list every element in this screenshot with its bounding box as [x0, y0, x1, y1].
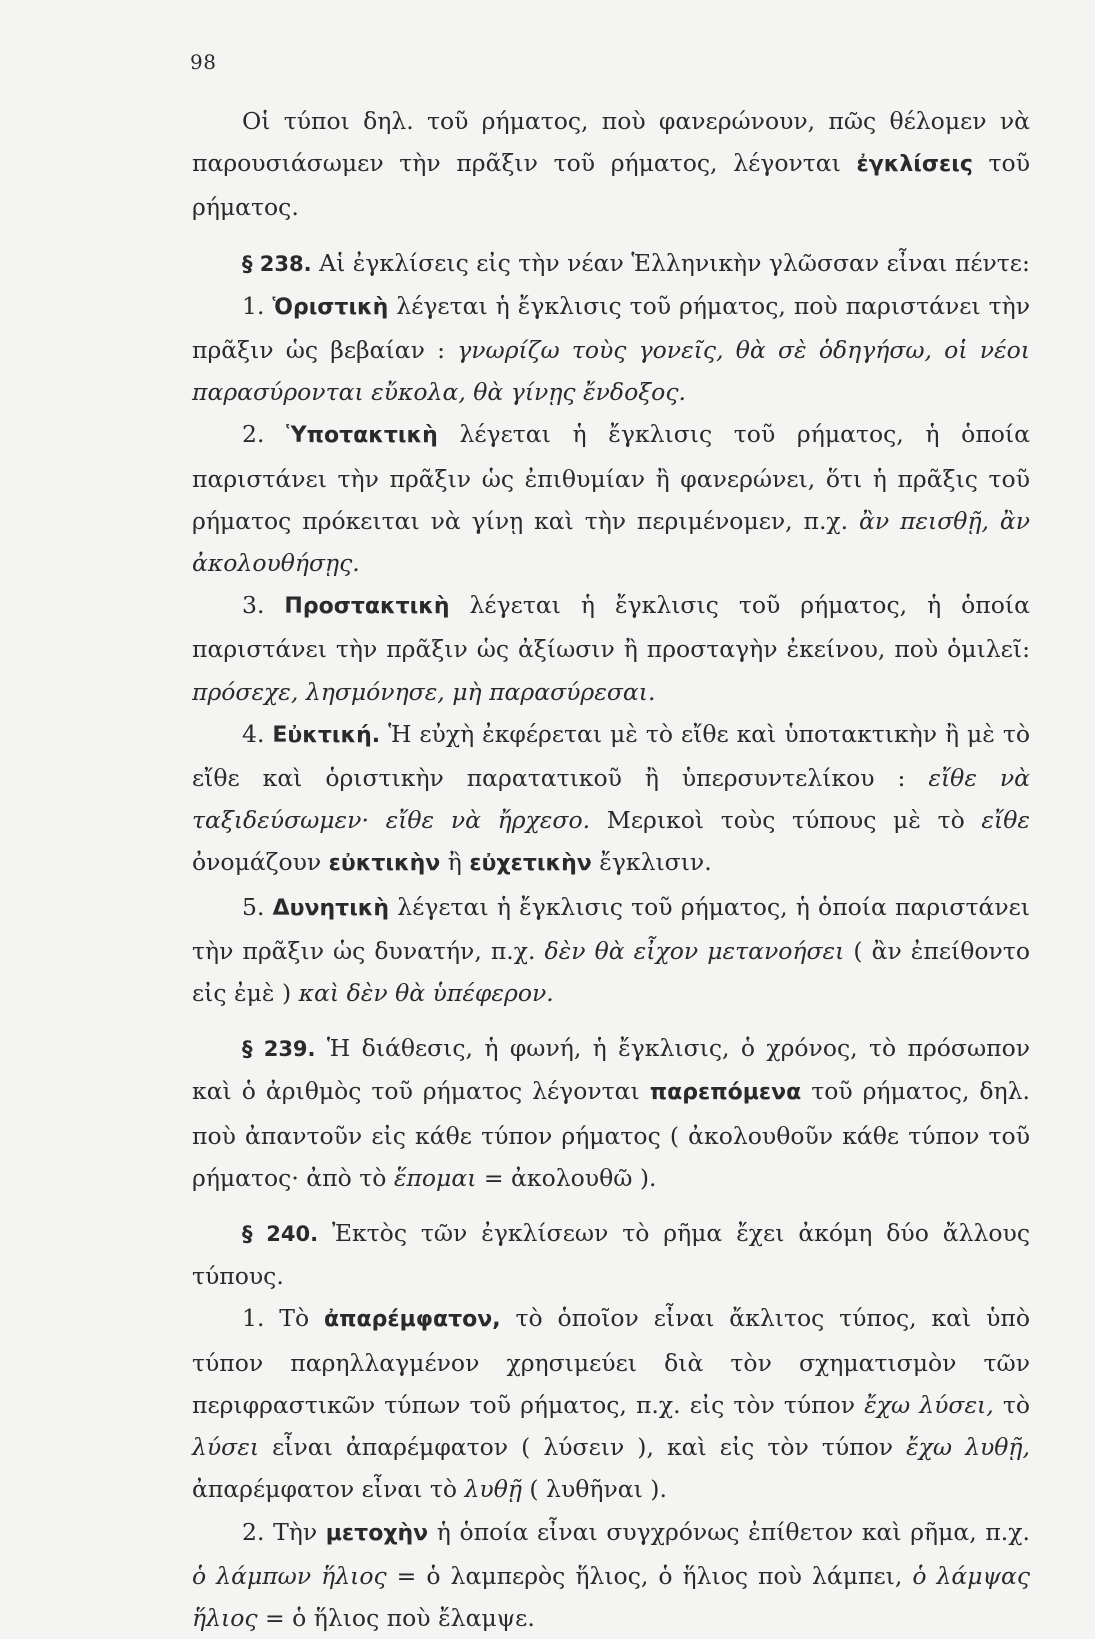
mood-5-dynitiki — [192, 886, 1030, 1015]
page-body — [192, 100, 1030, 1639]
example-text: ἂν πεισθῇ, ἂν ἀκολουθήσῃς. — [192, 507, 1030, 577]
text-run: Οἱ τύποι δηλ. τοῦ ρήματος, ποὺ φανερώνουν, πῶς θέλομεν νὰ παρουσιάσωμεν τὴν πρᾶξιν τοῦ ρήματος, λέγονται — [192, 107, 1030, 177]
example-text: γνωρίζω τοὺς γονεῖς, θὰ σὲ ὁδηγήσω, οἱ νέοι παρασύρονται εὔκολα, θὰ γίνῃς ἔνδοξος. — [192, 336, 1030, 406]
section-number: § 238. — [242, 252, 312, 276]
example-text: ὁ λάμπων ἥλιος — [192, 1562, 387, 1590]
section-number: § 239. — [242, 1037, 316, 1061]
text-run: Τὴν — [273, 1518, 326, 1546]
text-run: Ἐκτὸς τῶν ἐγκλίσεων τὸ ρῆμα ἔχει ἀκόμη δύο ἄλλους τύπους. — [192, 1219, 1030, 1290]
item-number: 2. — [242, 1518, 273, 1546]
text-run: λέγεται ἡ ἔγκλισις τοῦ ρήματος, ἡ ὁποία παριστάνει τὴν πρᾶξιν ὡς ἀξίωσιν ἢ προσταγὴν ἐκείνου, ποὺ ὁμιλεῖ: — [192, 591, 1030, 663]
mood-2-ypotaktiki — [192, 413, 1030, 584]
example-text: πρόσεχε, λησμόνησε, μὴ παρασύρεσαι. — [192, 678, 655, 706]
item-number: 2. — [242, 420, 286, 448]
text-run: = ἀκολουθῶ ). — [476, 1164, 656, 1192]
term-parepomena: παρεπόμενα — [650, 1080, 802, 1105]
text-run: λέγεται ἡ ἔγκλισις τοῦ ρήματος, ἡ ὁποία παριστάνει τὴν πρᾶξιν ὡς δυνατήν, π.χ. — [192, 893, 1030, 965]
text-run: λέγεται ἡ ἔγκλισις τοῦ ρήματος, ποὺ παριστάνει τὴν πρᾶξιν ὡς βεβαίαν : — [192, 292, 1030, 364]
text-run: τοῦ ρήματος. — [192, 149, 1030, 221]
example-text: ἔχω λύσει, — [864, 1391, 994, 1419]
example-text: λυθῇ — [465, 1475, 522, 1503]
section-number: § 240. — [242, 1222, 318, 1246]
text-run: = ὁ ἥλιος ποὺ ἔλαμψε. — [258, 1604, 535, 1632]
term-efktikin: εὐκτικὴν — [329, 851, 441, 876]
example-text: δὲν θὰ εἶχον μετανοήσει — [545, 937, 845, 965]
paragraph-intro — [192, 100, 1030, 229]
text-run: ἡ ὁποία εἶναι συγχρόνως ἐπίθετον καὶ ρῆμα, π.χ. — [428, 1518, 1030, 1546]
term-prostaktiki: Προστακτικὴ — [284, 594, 449, 619]
term-efktiki: Εὐκτική. — [272, 723, 380, 748]
text-run: ( ἂν ἐπείθοντο εἰς ἐμὲ ) — [192, 937, 1030, 1007]
text-run: = ὁ λαμπερὸς ἥλιος, ὁ ἥλιος ποὺ λάμπει, — [387, 1562, 913, 1590]
item-number: 1. — [242, 1304, 279, 1332]
section-240 — [192, 1212, 1030, 1297]
example-text: εἴθε νὰ ταξιδεύσωμεν· εἴθε νὰ ἤρχεσο. — [192, 764, 1030, 834]
term-aparemfaton: ἀπαρέμφατον, — [324, 1307, 501, 1332]
example-text: λύσει — [192, 1433, 259, 1461]
text-run: τὸ ὁποῖον εἶναι ἄκλιτος τύπος, καὶ ὑπὸ τύπον παρηλλαγμένον χρησιμεύει διὰ τὸν σχηματισμὸν τῶν περιφραστικῶν τύπων τοῦ ρήματος, π.χ. εἰς τὸν τύπον — [192, 1304, 1030, 1418]
item-number: 5. — [242, 893, 273, 921]
type-1-aparemfaton — [192, 1297, 1030, 1510]
section-239 — [192, 1027, 1030, 1199]
text-run: Αἱ ἐγκλίσεις εἰς τὴν νέαν Ἑλληνικὴν γλῶσσαν εἶναι πέντε: — [312, 249, 1030, 277]
term-oristiki: Ὁριστικὴ — [272, 295, 388, 320]
text-run: τοῦ ρήματος, δηλ. ποὺ ἀπαντοῦν εἰς κάθε τύπον ρήματος ( ἀκολουθοῦν κάθε τύπον τοῦ ρήματος· ἀπὸ τὸ — [192, 1077, 1030, 1191]
item-number: 1. — [242, 292, 272, 320]
page-number: 98 — [190, 50, 216, 74]
type-2-metochi — [192, 1511, 1030, 1639]
text-run: ἀπαρέμφατον εἶναι τὸ — [192, 1475, 465, 1503]
item-number: 3. — [242, 591, 284, 619]
mood-1-oristiki — [192, 285, 1030, 414]
example-text: εἴθε — [981, 806, 1030, 834]
term-dynitiki: Δυνητικὴ — [273, 896, 389, 921]
text-run: ἢ — [440, 848, 469, 876]
example-text: ἕπομαι — [394, 1164, 477, 1192]
text-run: λέγεται ἡ ἔγκλισις τοῦ ρήματος, ἡ ὁποία παριστάνει τὴν πρᾶξιν ὡς ἐπιθυμίαν ἢ φανερώνει, ὅτι ἡ πρᾶξις τοῦ ρήματος πρόκειται νὰ γίνῃ καὶ τὴν περιμένομεν, π.χ. — [192, 420, 1030, 534]
text-run: εἶναι ἀπαρέμφατον ( λύσειν ), καὶ εἰς τὸν τύπον — [259, 1433, 906, 1461]
text-run: ὀνομάζουν — [192, 848, 329, 876]
term-metochin: μετοχὴν — [326, 1521, 428, 1546]
example-text: ἔχω λυθῇ, — [906, 1433, 1030, 1461]
example-text: ὁ λάμψας ἥλιος — [192, 1562, 1030, 1632]
text-run: Τὸ — [279, 1304, 324, 1332]
text-run: Ἡ εὐχὴ ἐκφέρεται μὲ τὸ εἴθε καὶ ὑποτακτικὴν ἢ μὲ τὸ εἴθε καὶ ὁριστικὴν παρατατικοῦ ἢ ὑπερσυντελίκου : — [192, 720, 1030, 792]
mood-4-efktiki — [192, 713, 1030, 886]
text-run: Μερικοὶ τοὺς τύπους μὲ τὸ — [590, 806, 981, 834]
term-efchetikin: εὐχετικὴν — [469, 851, 591, 876]
term-egkliseis: ἐγκλίσεις — [857, 152, 973, 177]
text-run: ( λυθῆναι ). — [522, 1475, 667, 1503]
text-run: Ἡ διάθεσις, ἡ φωνή, ἡ ἔγκλισις, ὁ χρόνος, τὸ πρόσωπον καὶ ὁ ἀριθμὸς τοῦ ρήματος λέγονται — [192, 1034, 1030, 1105]
text-run: τὸ — [994, 1391, 1030, 1419]
text-run: ἔγκλισιν. — [592, 848, 712, 876]
item-number: 4. — [242, 720, 272, 748]
section-238 — [192, 242, 1030, 285]
mood-3-prostaktiki — [192, 584, 1030, 713]
term-ypotaktiki: Ὑποτακτικὴ — [286, 423, 438, 448]
example-text: καὶ δὲν θὰ ὑπέφερον. — [299, 979, 554, 1007]
